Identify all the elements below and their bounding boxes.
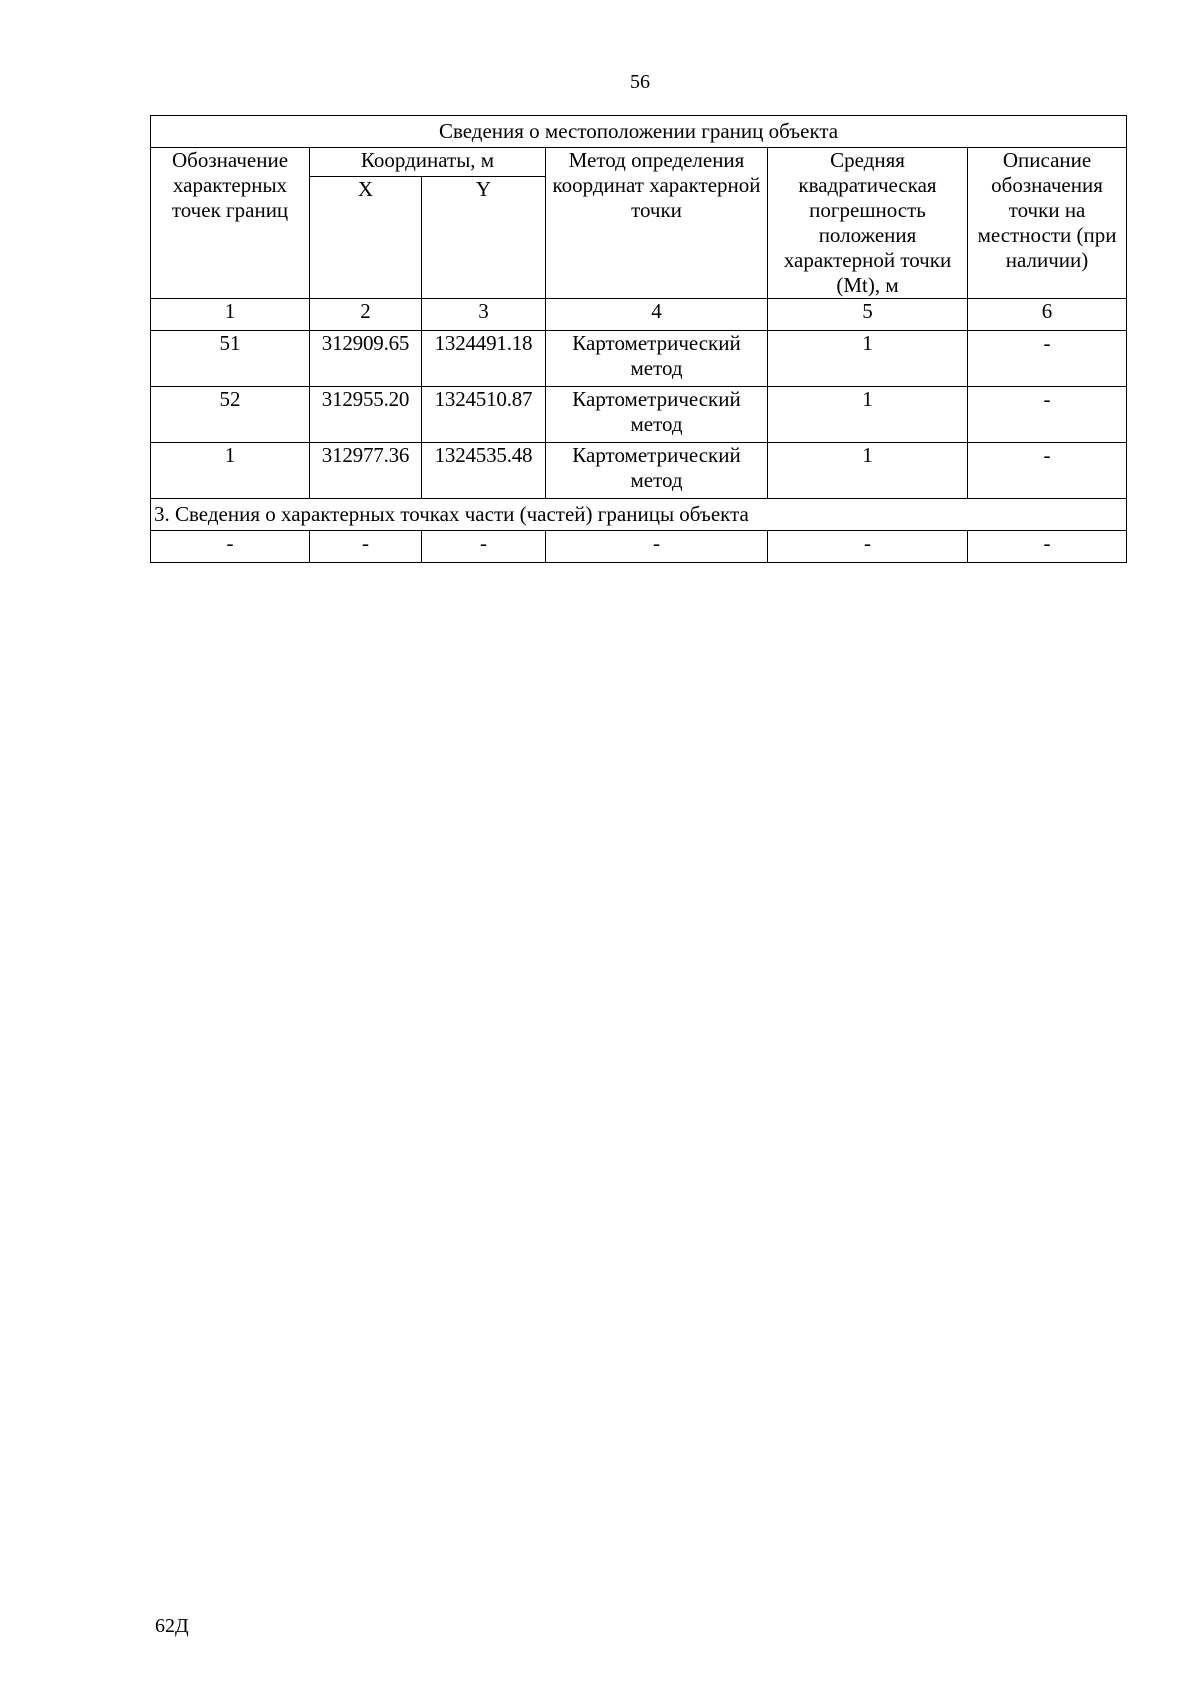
cell-point: 51 [151, 331, 310, 387]
cell-point: 1 [151, 443, 310, 499]
header-method: Метод определения координат характерной точки [546, 148, 768, 299]
cell-method: Картометрический метод [546, 443, 768, 499]
cell-method: Картометрический метод [546, 387, 768, 443]
header-y: Y [422, 177, 546, 299]
table-row [151, 331, 1127, 387]
cell-desc: - [968, 331, 1127, 387]
section3-cell: - [422, 531, 546, 563]
cell-desc: - [968, 387, 1127, 443]
column-number: 1 [151, 299, 310, 331]
cell-y: 1324535.48 [422, 443, 546, 499]
cell-x: 312977.36 [310, 443, 422, 499]
column-number: 2 [310, 299, 422, 331]
cell-y: 1324510.87 [422, 387, 546, 443]
column-number-row [151, 299, 1127, 331]
section3-cell: - [768, 531, 968, 563]
section3-cell: - [546, 531, 768, 563]
cell-y: 1324491.18 [422, 331, 546, 387]
column-number: 3 [422, 299, 546, 331]
cell-x: 312909.65 [310, 331, 422, 387]
header-rms-error: Средняя квадратическая погрешность положения характерной точки (Mt), м [768, 148, 968, 299]
cell-method: Картометрический метод [546, 331, 768, 387]
table-row [151, 387, 1127, 443]
cell-x: 312955.20 [310, 387, 422, 443]
boundary-table [150, 115, 1127, 563]
section3-cell: - [968, 531, 1127, 563]
cell-mt: 1 [768, 443, 968, 499]
section3-cell: - [151, 531, 310, 563]
column-number: 4 [546, 299, 768, 331]
page-number: 56 [630, 71, 650, 93]
cell-mt: 1 [768, 331, 968, 387]
cell-point: 52 [151, 387, 310, 443]
cell-mt: 1 [768, 387, 968, 443]
column-number: 5 [768, 299, 968, 331]
header-description: Описание обозначения точки на местности (при наличии) [968, 148, 1127, 299]
cell-desc: - [968, 443, 1127, 499]
table-title: Сведения о местоположении границ объекта [151, 116, 1127, 148]
section3-title: 3. Сведения о характерных точках части (частей) границы объекта [151, 499, 1127, 531]
footer-code: 62Д [155, 1615, 189, 1637]
column-number: 6 [968, 299, 1127, 331]
header-point-designation: Обозначение характерных точек границ [151, 148, 310, 299]
section3-cell: - [310, 531, 422, 563]
table-row [151, 443, 1127, 499]
header-coordinates: Координаты, м [310, 148, 546, 177]
header-x: X [310, 177, 422, 299]
section3-row [151, 531, 1127, 563]
